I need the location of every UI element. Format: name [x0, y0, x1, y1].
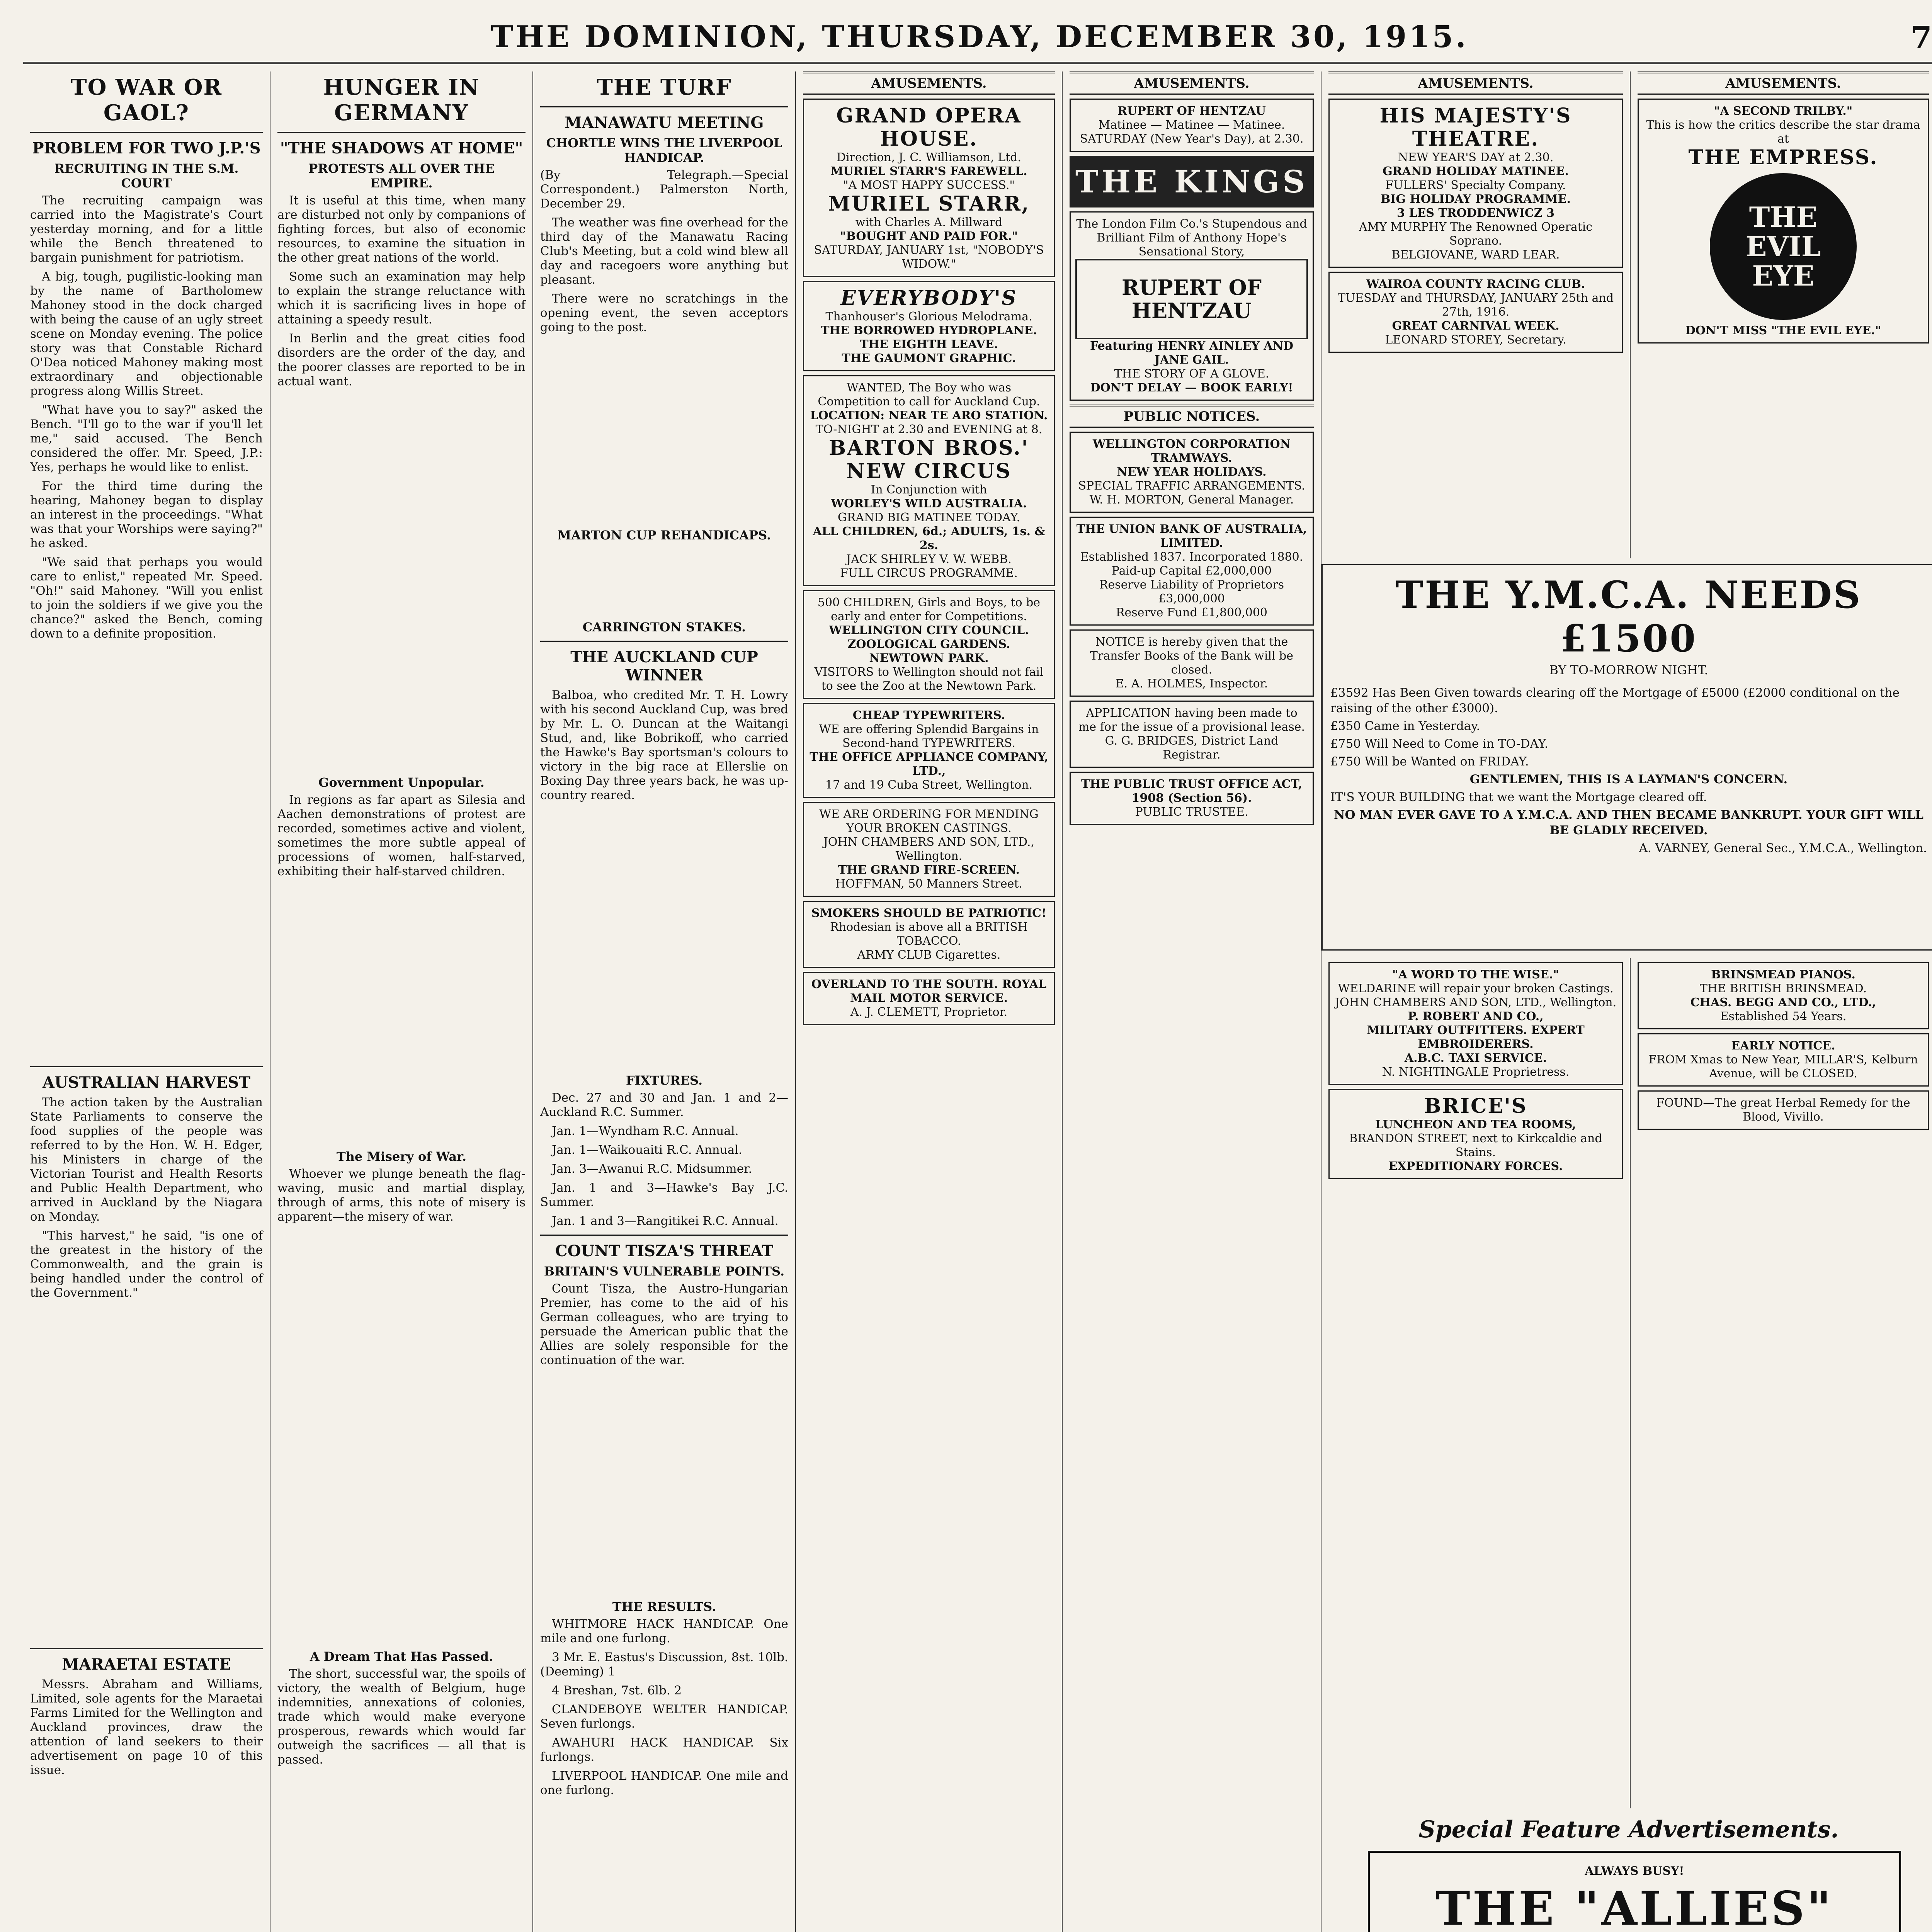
fixture-line: Dec. 27 and 30 and Jan. 1 and 2—Auckland R.C. Summer. [540, 1091, 788, 1119]
subhead-fixtures: FIXTURES. [626, 1073, 703, 1088]
ymca-subtitle: BY TO-MORROW NIGHT. [1549, 663, 1708, 677]
section-head-amusements: AMUSEMENTS. [1328, 71, 1623, 95]
fixture-line: Jan. 1 and 3—Rangitikei R.C. Annual. [552, 1214, 779, 1228]
subhead-marton: MARTON CUP REHANDICAPS. [557, 528, 771, 543]
column-lower-left-ads [1321, 958, 1631, 1808]
ad-his-majestys: HIS MAJESTY'S THEATRE. NEW YEAR'S DAY at 2.30. GRAND HOLIDAY MATINEE. FULLERS' Specialty Company. BIG HOLIDAY PROGRAMME. 3 LES TRODDENWICZ 3 AMY MURPHY The Renowned Operatic Soprano. BELGIOVANE, WARD LEAR. [1328, 99, 1623, 268]
kings-theatre-banner: THE KINGS [1070, 156, 1314, 207]
ad-grand-opera-house: GRAND OPERA HOUSE. Direction, J. C. Williamson, Ltd. MURIEL STARR'S FAREWELL. "A MOST HAPPY SUCCESS." MURIEL STARR, with Charles A. Millward "BOUGHT AND PAID FOR." SATURDAY, JANUARY 1st, "NOBODY'S WIDOW." [803, 99, 1055, 277]
newspaper-title: THE DOMINION, THURSDAY, DECEMBER 30, 1915. [491, 19, 1468, 54]
evil-eye-emblem: THE EVIL EYE [1710, 173, 1857, 320]
article-paragraph: The recruiting campaign was carried into the Magistrate's Court yesterday morning, and for a little while the Bench threatened to bargain punishment for patriotism. [30, 194, 263, 265]
section-head-amusements: AMUSEMENTS. [803, 71, 1055, 95]
subhead-protests: PROTESTS ALL OVER THE EMPIRE. [308, 161, 495, 190]
fixture-line: Jan. 3—Awanui R.C. Midsummer. [552, 1162, 752, 1176]
subhead-recruiting: RECRUITING IN THE S.M. COURT [54, 161, 239, 190]
result-line: AWAHURI HACK HANDICAP. Six furlongs. [540, 1736, 788, 1764]
article-paragraph: The short, successful war, the spoils of victory, the wealth of Belgium, huge indemnities, annexations of colonies, trade which would make everyone prosperous, rewards which would far outweigh the sacrifices — all that is passed. [277, 1667, 526, 1767]
subhead-britain: BRITAIN'S VULNERABLE POINTS. [544, 1264, 785, 1279]
subhead-manawatu: MANAWATU MEETING [565, 114, 764, 132]
column-turf [533, 71, 796, 1932]
ad-public-trust: THE PUBLIC TRUST OFFICE ACT, 1908 (Section 56). PUBLIC TRUSTEE. [1070, 772, 1314, 825]
ad-early-notice: EARLY NOTICE. FROM Xmas to New Year, MILLAR'S, Kelburn Avenue, will be CLOSED. [1638, 1033, 1929, 1087]
article-paragraph: In regions as far apart as Silesia and Aachen demonstrations of protest are recorded, sometimes active and violent, sometimes the more subtle appeal of processions of women, half-starved, exhibiting their half-starved children. [277, 793, 526, 878]
byline: (By Telegraph.—Special Correspondent.) Palmerston North, December 29. [540, 168, 788, 211]
result-line: 4 Breshan, 7st. 6lb. 2 [552, 1684, 682, 1697]
section-head-amusements: AMUSEMENTS. [1638, 71, 1929, 95]
ad-fire-screen: WE ARE ORDERING FOR MENDING YOUR BROKEN CASTINGS. JOHN CHAMBERS AND SON, LTD., Wellington. THE GRAND FIRE-SCREEN. HOFFMAN, 50 Manners Street. [803, 802, 1055, 897]
ad-smokers: SMOKERS SHOULD BE PATRIOTIC! Rhodesian is above all a BRITISH TOBACCO. ARMY CLUB Cigarettes. [803, 901, 1055, 968]
fixture-line: Jan. 1 and 3—Hawke's Bay J.C. Summer. [540, 1181, 788, 1209]
ad-bank-notice: NOTICE is hereby given that the Transfer Books of the Bank will be closed. E. A. HOLMES, Inspector. [1070, 629, 1314, 697]
ymca-appeal: THE Y.M.C.A. NEEDS £1500 BY TO-MORROW NIGHT. £3592 Has Been Given towards clearing off the Mortgage of £5000 (£2000 conditional on the raising of the other £3000). £350 Came in Yesterday. £750 Will Need to Come in TO-DAY. £750 Will be Wanted on FRIDAY. GENTLEMEN, THIS IS A LAYMAN'S CONCERN. IT'S YOUR BUILDING that we want the Mortgage cleared off. NO MAN EVER GAVE TO A Y.M.C.A. AND THEN BECAME BANKRUPT. YOUR GIFT WILL BE GLADLY RECEIVED. A. VARNEY, General Sec., Y.M.C.A., Wellington. [1321, 564, 1932, 951]
ad-vivillo: FOUND—The great Herbal Remedy for the Blood, Vivillo. [1638, 1090, 1929, 1130]
subhead-government: Government Unpopular. [318, 775, 485, 790]
subhead-dream: A Dream That Has Passed. [310, 1649, 493, 1664]
ymca-title: THE Y.M.C.A. NEEDS £1500 [1395, 573, 1862, 660]
article-paragraph: It is useful at this time, when many are disturbed not only by companions of fighting forces, but also of economic resources, to examine the situation in the other great nations of the world. [277, 194, 526, 265]
ad-tramways: WELLINGTON CORPORATION TRAMWAYS. NEW YEAR HOLIDAYS. SPECIAL TRAFFIC ARRANGEMENTS. W. H. MORTON, General Manager. [1070, 432, 1314, 513]
ad-brices: BRICE'S LUNCHEON AND TEA ROOMS, BRANDON STREET, next to Kirkcaldie and Stains. EXPEDITIONARY FORCES. [1328, 1089, 1623, 1179]
special-feature-heading: Special Feature Advertisements. [1418, 1816, 1839, 1843]
ad-typewriters: CHEAP TYPEWRITERS. WE are offering Splendid Bargains in Second-hand TYPEWRITERS. THE OFFICE APPLIANCE COMPANY, LTD., 17 and 19 Cuba Street, Wellington. [803, 703, 1055, 798]
headline-hunger-germany: HUNGER IN GERMANY [323, 75, 480, 126]
article-paragraph: The weather was fine overhead for the third day of the Manawatu Racing Club's Meeting, but a cold wind blew all day and racegoers wore anything but pleasant. [540, 216, 788, 287]
result-line: 3 Mr. E. Eastus's Discussion, 8st. 10lb. (Deeming) 1 [540, 1650, 788, 1679]
headline-australian-harvest: AUSTRALIAN HARVEST [42, 1073, 251, 1092]
headline-count-tisza: COUNT TISZA'S THREAT [555, 1242, 774, 1260]
article-paragraph: Whoever we plunge beneath the flag-waving, music and martial display, through of arms, this note of misery is apparent—the misery of war. [277, 1167, 526, 1224]
result-line: LIVERPOOL HANDICAP. One mile and one furlong. [540, 1769, 788, 1797]
article-paragraph: "This harvest," he said, "is one of the greatest in the history of the Commonwealth, and the grain is being handled under the control of the Government." [30, 1229, 263, 1300]
masthead [23, 12, 1932, 64]
article-paragraph: The action taken by the Australian State Parliaments to conserve the food supplies of the people was referred to by the Hon. W. H. Edger, his Ministers in charge of the Victorian Tourist and Health Resorts and Public Health Department, who arrived in Auckland by the Niagara on Monday. [30, 1095, 263, 1224]
ad-queree-bros: ALWAYS BUSY! THE "ALLIES" [1368, 1851, 1901, 1932]
ad-brinsmead: BRINSMEAD PIANOS. THE BRITISH BRINSMEAD. CHAS. BEGG AND CO., LTD., Established 54 Years. [1638, 962, 1929, 1029]
column-amusements-3 [1321, 71, 1631, 558]
ad-rupert-film: The London Film Co.'s Stupendous and Brilliant Film of Anthony Hope's Sensational Story, RUPERT OF HENTZAU Featuring HENRY AINLEY AND JANE GAIL. THE STORY OF A GLOVE. DON'T DELAY — BOOK EARLY! [1070, 211, 1314, 401]
subhead-shadows: "THE SHADOWS AT HOME" [280, 139, 523, 157]
headline-auckland-cup: THE AUCKLAND CUP WINNER [570, 648, 758, 684]
article-paragraph: For the third time during the hearing, Mahoney began to display an interest in the proceedings. "What was that your Worships were saying?" he asked. [30, 479, 263, 550]
column-amusements-2 [1063, 71, 1321, 1932]
subhead-results: THE RESULTS. [612, 1599, 716, 1614]
column-hunger-germany [270, 71, 533, 1932]
ad-zoological-gardens: 500 CHILDREN, Girls and Boys, to be early and enter for Competitions. WELLINGTON CITY COUNCIL. ZOOLOGICAL GARDENS. NEWTOWN PARK. VISITORS to Wellington should not fail to see the Zoo at the Newtown Park. [803, 590, 1055, 699]
ad-word-to-wise: "A WORD TO THE WISE." WELDARINE will repair your broken Castings. JOHN CHAMBERS AND SON, LTD., Wellington. P. ROBERT AND CO., MILITARY OUTFITTERS. EXPERT EMBROIDERERS. A.B.C. TAXI SERVICE. N. NIGHTINGALE Proprietress. [1328, 962, 1623, 1085]
ad-union-bank: THE UNION BANK OF AUSTRALIA, LIMITED. Established 1837. Incorporated 1880. Paid-up Capital £2,000,000 Reserve Liability of Proprietors £3,000,000 Reserve Fund £1,800,000 [1070, 517, 1314, 626]
result-line: WHITMORE HACK HANDICAP. One mile and one furlong. [540, 1617, 788, 1645]
ad-rupert-matinee: RUPERT OF HENTZAU Matinee — Matinee — Matinee. SATURDAY (New Year's Day), at 2.30. [1070, 99, 1314, 152]
subhead-carrington: CARRINGTON STAKES. [582, 620, 746, 634]
column-lower-right-ads [1631, 958, 1932, 1808]
ad-evil-eye: "A SECOND TRILBY." This is how the critics describe the star drama at THE EMPRESS. THE EVIL EYE DON'T MISS "THE EVIL EYE." [1638, 99, 1929, 344]
fixture-line: Jan. 1—Waikouaiti R.C. Annual. [552, 1143, 742, 1157]
ad-wairoa-racing: WAIROA COUNTY RACING CLUB. TUESDAY and THURSDAY, JANUARY 25th and 27th, 1916. GREAT CARNIVAL WEEK. LEONARD STOREY, Secretary. [1328, 272, 1623, 353]
allies-shape-heading: THE "ALLIES" [1435, 1881, 1833, 1932]
section-head-amusements: AMUSEMENTS. [1070, 71, 1314, 95]
column-amusements-4 [1631, 71, 1932, 558]
subhead-misery: The Misery of War. [336, 1149, 467, 1164]
article-paragraph: Messrs. Abraham and Williams, Limited, sole agents for the Maraetai Farms Limited for the Wellington and Auckland provinces, draw the attention of land seekers to their advertisement on page 10 of this issue. [30, 1677, 263, 1777]
ad-motor-service: OVERLAND TO THE SOUTH. ROYAL MAIL MOTOR SERVICE. A. J. CLEMETT, Proprietor. [803, 972, 1055, 1025]
headline-maraetai-estate: MARAETAI ESTATE [62, 1655, 231, 1673]
article-paragraph: A big, tough, pugilistic-looking man by the name of Bartholomew Mahoney stood in the dock charged with being the cause of an ugly street scene on Monday evening. The police story was that Constable Richard O'Dea noticed Mahoney making most extraordinary and objectionable progress along Willis Street. [30, 270, 263, 398]
article-paragraph: There were no scratchings in the opening event, the seven acceptors going to the post. [540, 292, 788, 334]
fixture-line: Jan. 1—Wyndham R.C. Annual. [552, 1124, 739, 1138]
subhead-problem: PROBLEM FOR TWO J.P.'S [32, 139, 261, 157]
article-paragraph: "We said that perhaps you would care to enlist," repeated Mr. Speed. "Oh!" said Mahoney. "Will you enlist to join the soldiers if we give you the chance?" asked the Bench, coming down to a definite proposition. [30, 555, 263, 641]
headline-war-or-gaol: TO WAR OR GAOL? [70, 75, 223, 126]
article-paragraph: Count Tisza, the Austro-Hungarian Premier, has come to the aid of his German colleagues, who are trying to persuade the American public that the Allies are solely responsible for the continuation of the war. [540, 1282, 788, 1367]
article-paragraph: In Berlin and the great cities food disorders are the order of the day, and the poorer classes are reported to be in actual want. [277, 332, 526, 388]
ad-barton-circus: WANTED, The Boy who was Competition to call for Auckland Cup. LOCATION: NEAR TE ARO STATION. TO-NIGHT at 2.30 and EVENING at 8. BARTON BROS.' NEW CIRCUS In Conjunction with WORLEY'S WILD AUSTRALIA. GRAND BIG MATINEE TODAY. ALL CHILDREN, 6d.; ADULTS, 1s. & 2s. JACK SHIRLEY V. W. WEBB. FULL CIRCUS PROGRAMME. [803, 375, 1055, 586]
article-paragraph: Some such an examination may help to explain the strange reluctance with which it is sacrificing lives in hope of attaining a speedy result. [277, 270, 526, 327]
article-paragraph: Balboa, who credited Mr. T. H. Lowry with his second Auckland Cup, was bred by Mr. L. O. Duncan at the Waitangi Stud, and, like Bobrikoff, who carried the Hawke's Bay sportsman's colours to victory in the big race at Ellerslie on Boxing Day three years back, he was up-country reared. [540, 688, 788, 802]
headline-turf: THE TURF [597, 75, 732, 100]
page-number: 7 [1910, 19, 1932, 56]
ad-land-application: APPLICATION having been made to me for the issue of a provisional lease. G. G. BRIDGES, District Land Registrar. [1070, 701, 1314, 768]
section-head-public-notices: PUBLIC NOTICES. [1070, 405, 1314, 428]
ad-everybodys: EVERYBODY'S Thanhouser's Glorious Melodrama. THE BORROWED HYDROPLANE. THE EIGHTH LEAVE. THE GAUMONT GRAPHIC. [803, 281, 1055, 371]
article-paragraph: "What have you to say?" asked the Bench. "I'll go to the war if you'll let me," said accused. The Bench considered the offer. Mr. Speed, J.P.: Yes, perhaps he would like to enlist. [30, 403, 263, 474]
column-war-or-gaol [23, 71, 270, 1932]
subhead-chortle: CHORTLE WINS THE LIVERPOOL HANDICAP. [546, 136, 782, 165]
result-line: CLANDEBOYE WELTER HANDICAP. Seven furlongs. [540, 1702, 788, 1731]
column-amusements-1 [796, 71, 1063, 1932]
